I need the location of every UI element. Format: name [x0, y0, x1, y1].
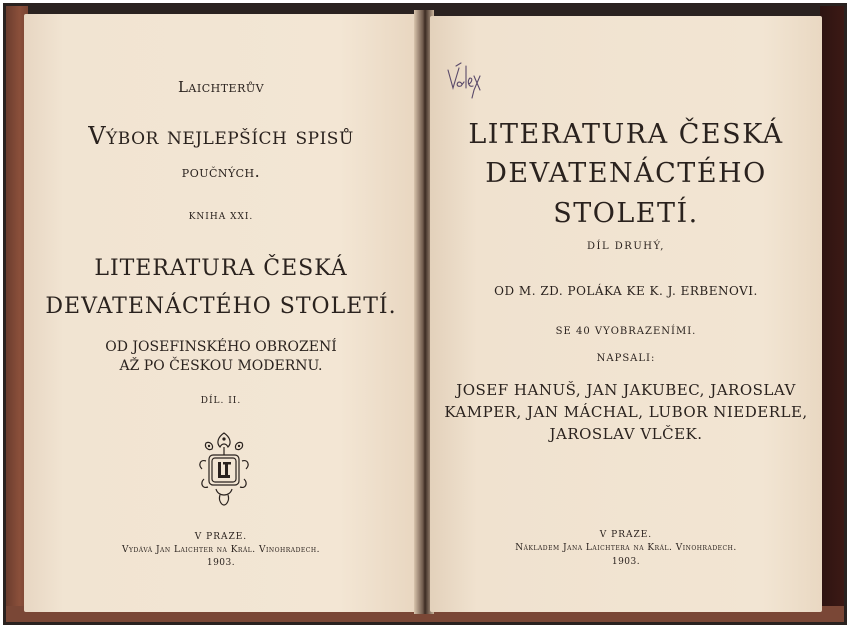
imprint-city: V PRAZE.: [599, 530, 653, 540]
title-line1: LITERATURA ČESKÁ: [468, 119, 784, 150]
imprint-publisher: Vydává Jan Laichter na Král. Vinohradech.: [122, 545, 320, 555]
right-cover-board: [820, 6, 844, 622]
series-subtitle: poučných.: [181, 162, 261, 181]
half-title-line1: LITERATURA ČESKÁ: [94, 256, 348, 281]
imprint-year: 1903.: [206, 558, 236, 568]
left-page: [24, 14, 418, 612]
part-label: DÍL DRUHÝ,: [587, 241, 665, 252]
right-page: [430, 16, 822, 612]
series-title: Výbor nejlepších spisů: [88, 122, 354, 150]
imprint-year: 1903.: [611, 557, 641, 567]
authors-label: NAPSALI:: [596, 353, 656, 364]
subtitle-line1: OD JOSEFINSKÉHO OBROZENÍ: [105, 339, 337, 355]
title-line2: DEVATENÁCTÉHO: [485, 158, 767, 189]
handwritten-signature: [444, 62, 484, 102]
illustrations-note: SE 40 VYOBRAZENÍMI.: [555, 326, 697, 337]
publisher-emblem-icon: [196, 429, 252, 509]
half-title-line2: DEVATENÁCTÉHO STOLETÍ.: [45, 294, 397, 319]
publisher-series: Laichterův: [177, 78, 265, 96]
imprint-city: V PRAZE.: [194, 532, 248, 542]
volume-range: OD M. ZD. POLÁKA KE K. J. ERBENOVI.: [494, 284, 758, 298]
subtitle-line2: AŽ PO ČESKOU MODERNU.: [119, 358, 323, 374]
title-line3: STOLETÍ.: [553, 198, 699, 229]
authors-line3: JAROSLAV VLČEK.: [549, 425, 703, 443]
authors-line2: KAMPER, JAN MÁCHAL, LUBOR NIEDERLE,: [444, 403, 808, 421]
volume-number: KNIHA XXI.: [188, 212, 254, 222]
imprint-publisher: Nákladem Jana Laichtera na Král. Vinohradech.: [515, 543, 737, 553]
authors-line1: JOSEF HANUŠ, JAN JAKUBEC, JAROSLAV: [456, 381, 796, 399]
part-number: DÍL. II.: [200, 396, 242, 406]
